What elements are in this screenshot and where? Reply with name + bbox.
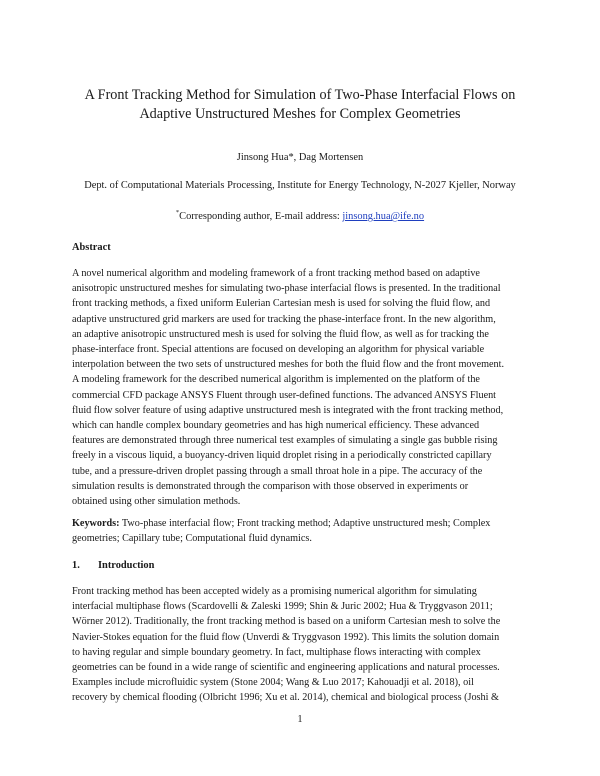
- abstract-line: interpolation between the two sets of unstructured meshes for both the fluid flow and the front movement.: [72, 359, 505, 371]
- abstract-line: front tracking methods, a fixed uniform Eulerian Cartesian mesh is used for solving the fluid flow, and: [72, 298, 491, 310]
- abstract-line: obtained using other simulation methods.: [72, 496, 241, 508]
- email-link[interactable]: jinsong.hua@ife.no: [342, 211, 425, 222]
- section-heading: [72, 560, 154, 571]
- abstract-line: anisotropic unstructured meshes for simulating two-phase interfacial flows is presented. In the traditional: [72, 283, 501, 295]
- abstract-heading: Abstract: [72, 242, 111, 253]
- keywords-label: Keywords:: [72, 518, 120, 529]
- abstract-line: tube, and a pressure-driven droplet passing through a small throat hole in a pipe. The accuracy of the: [72, 465, 483, 477]
- abstract-line: A modeling framework for the described numerical algorithm is implemented on the platform of the: [72, 374, 480, 386]
- abstract-line: phase-interface front. Special attentions are focused on developing an algorithm for physical variable: [72, 344, 485, 356]
- abstract-line: which can handle complex boundary geometries and has high numerical efficiency. These advanced: [72, 420, 480, 432]
- introduction-text: [72, 584, 528, 706]
- corresponding-author: [0, 209, 600, 222]
- intro-line: interfacial multiphase flows (Scardovelli & Zaleski 1999; Shin & Juric 2002; Hua & Tryggvason 2011;: [72, 601, 493, 613]
- abstract-line: features are demonstrated through three numerical test examples of simulating a single gas bubble rising: [72, 435, 498, 447]
- abstract-line: an adaptive anisotropic unstructured mesh is used for solving the fluid flow, as well as for tracking the: [72, 328, 489, 340]
- keywords-line-2: geometries; Capillary tube; Computational fluid dynamics.: [72, 533, 312, 545]
- corresponding-label: Corresponding author, E-mail address:: [179, 211, 343, 222]
- intro-line: geometries can be found in a wide range of scientific and engineering applications and natural processes.: [72, 662, 500, 674]
- abstract-line: simulation results is demonstrated through the comparison with those observed in experiments or: [72, 480, 469, 492]
- title-line-1: A Front Tracking Method for Simulation of Two-Phase Interfacial Flows on: [84, 87, 516, 103]
- section-title: Introduction: [98, 560, 155, 571]
- affiliation: Dept. of Computational Materials Processing, Institute for Energy Technology, N-2027 Kjeller, Norway: [84, 180, 516, 191]
- corresponding-marker: *: [175, 209, 180, 216]
- abstract-line: A novel numerical algorithm and modeling framework of a front tracking method based on adaptive: [72, 268, 480, 279]
- keywords-block: [72, 516, 528, 546]
- page-number: 1: [297, 714, 303, 725]
- intro-line: Wörner 2012). Traditionally, the front tracking method is based on a uniform Cartesian mesh to solve the: [72, 616, 501, 628]
- section-number: 1.: [72, 560, 80, 571]
- abstract-line: freely in a viscous liquid, a buoyancy-driven liquid droplet rising in a periodically constricted capillary: [72, 450, 492, 462]
- abstract-line: fluid flow solver feature of using adaptive unstructured mesh is integrated with the front tracking method,: [72, 404, 504, 416]
- intro-line: recovery by chemical flooding (Olbricht 1996; Xu et al. 2014), chemical and biological process (Joshi &: [72, 692, 499, 704]
- intro-line: to having regular and simple boundary geometry. In fact, multiphase flows interacting with complex: [72, 646, 481, 658]
- paper-title: [60, 86, 540, 124]
- intro-line: Examples include microfluidic system (Stone 2004; Wang & Luo 2017; Kahouadji et al. 2018), oil: [72, 677, 474, 689]
- author-list: Jinsong Hua*, Dag Mortensen: [236, 152, 364, 163]
- keywords-text: Two-phase interfacial flow; Front tracking method; Adaptive unstructured mesh; Complex: [119, 518, 491, 529]
- abstract-text: [72, 266, 528, 509]
- abstract-line: adaptive unstructured grid markers are used for tracking the phase-interface front. In the new algorithm,: [72, 313, 496, 325]
- abstract-line: commercial CFD package ANSYS Fluent through user-defined functions. The advanced ANSYS Fluent: [72, 389, 497, 401]
- intro-line: Navier-Stokes equation for the fluid flow (Unverdi & Tryggvason 1992). This limits the solution domain: [72, 631, 500, 643]
- title-line-2: Adaptive Unstructured Meshes for Complex Geometries: [139, 106, 461, 122]
- keywords-line-1: [72, 516, 528, 531]
- intro-line: Front tracking method has been accepted widely as a promising numerical algorithm for simulating: [72, 586, 477, 597]
